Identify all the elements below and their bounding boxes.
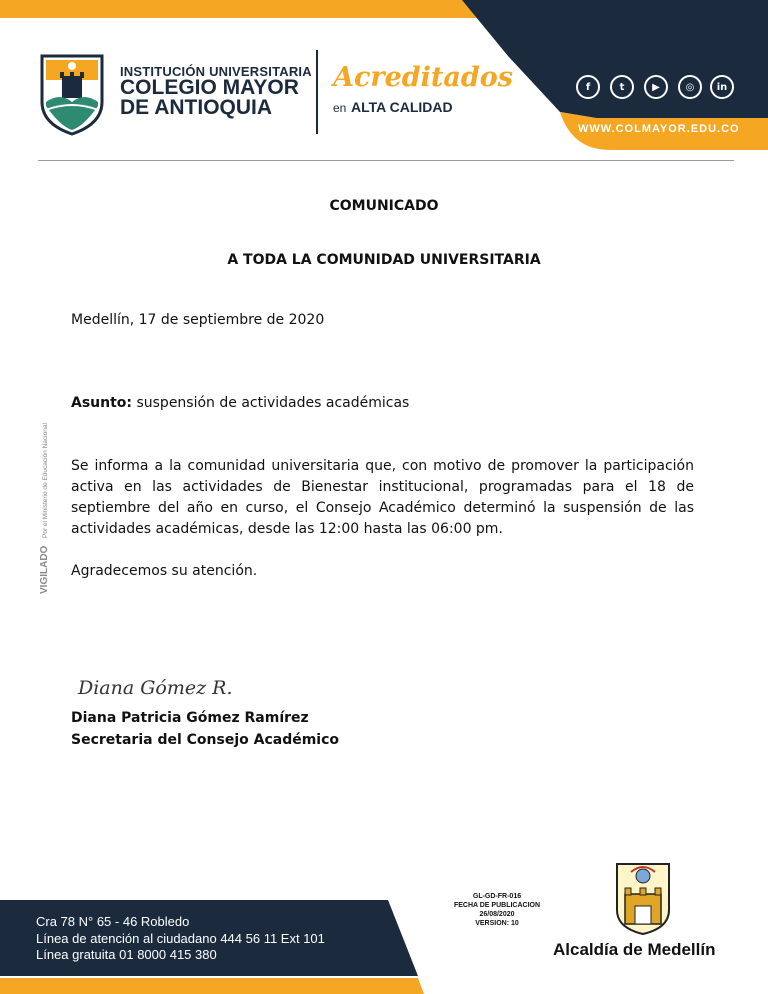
subject-label: Asunto:	[71, 395, 133, 411]
facebook-icon[interactable]: f	[576, 75, 600, 99]
institution-name-line2: COLEGIO MAYOR	[120, 76, 299, 99]
header-divider	[316, 50, 318, 134]
accreditation-title: Acreditados	[333, 62, 513, 93]
document-title: COMUNICADO	[329, 198, 439, 214]
signer-name: Diana Patricia Gómez Ramírez	[71, 710, 309, 726]
header-orange-band	[0, 0, 484, 18]
header-rule	[38, 160, 734, 161]
subject-text: suspensión de actividades académicas	[136, 395, 410, 411]
doc-pub-label: FECHA DE PUBLICACION	[453, 902, 541, 909]
footer-address: Cra 78 N° 65 - 46 Robledo	[36, 914, 190, 929]
youtube-icon[interactable]: ▶	[644, 75, 668, 99]
date-line: Medellín, 17 de septiembre de 2020	[71, 312, 325, 328]
document-audience: A TODA LA COMUNIDAD UNIVERSITARIA	[227, 252, 541, 268]
body-paragraph: Se informa a la comunidad universitaria que, con motivo de promover la participación activa en las actividades de Bienestar institucional, programadas para el 18 de septiembre del año en curso, el Consejo Académico determinó la suspensión de las actividades académicas, desde las 12:00 hasta las 06:00 pm.	[71, 458, 694, 537]
handwritten-signature	[76, 670, 266, 706]
twitter-icon[interactable]: t	[610, 75, 634, 99]
header-navy-panel	[462, 0, 768, 118]
city-hall-name: Alcaldía de Medellín	[553, 940, 716, 959]
vigilado-text: Por el Ministerio de Educación Nacional	[42, 423, 49, 538]
footer-phone: Línea de atención al ciudadano 444 56 11 Ext 101	[36, 931, 325, 946]
closing-line: Agradecemos su atención.	[71, 563, 258, 579]
instagram-icon[interactable]: ◎	[678, 75, 702, 99]
signer-role: Secretaria del Consejo Académico	[71, 732, 340, 748]
doc-pub-date: 26/08/2020	[479, 911, 515, 918]
institution-name-line1: INSTITUCIÓN UNIVERSITARIA	[120, 64, 312, 79]
institution-crest-icon	[36, 50, 108, 136]
vigilado-stamp	[35, 400, 55, 596]
medellin-coat-of-arms-icon	[613, 860, 673, 936]
footer-orange-band	[0, 978, 424, 994]
vigilado-brand: VIGILADO	[39, 545, 50, 594]
website-link[interactable]: WWW.COLMAYOR.EDU.CO	[578, 123, 740, 135]
footer-toll-free: Línea gratuita 01 8000 415 380	[36, 947, 217, 962]
subject-line	[71, 393, 694, 414]
accreditation-prefix: en	[333, 101, 347, 115]
accreditation-emphasis: ALTA CALIDAD	[351, 99, 453, 115]
linkedin-icon[interactable]: in	[710, 75, 734, 99]
doc-code: GL-GD-FR-016	[472, 893, 522, 900]
svg-text:Diana Gómez R.: Diana Gómez R.	[78, 677, 233, 699]
doc-version: VERSION: 10	[475, 920, 519, 927]
institution-name-line3: DE ANTIOQUIA	[120, 96, 273, 119]
